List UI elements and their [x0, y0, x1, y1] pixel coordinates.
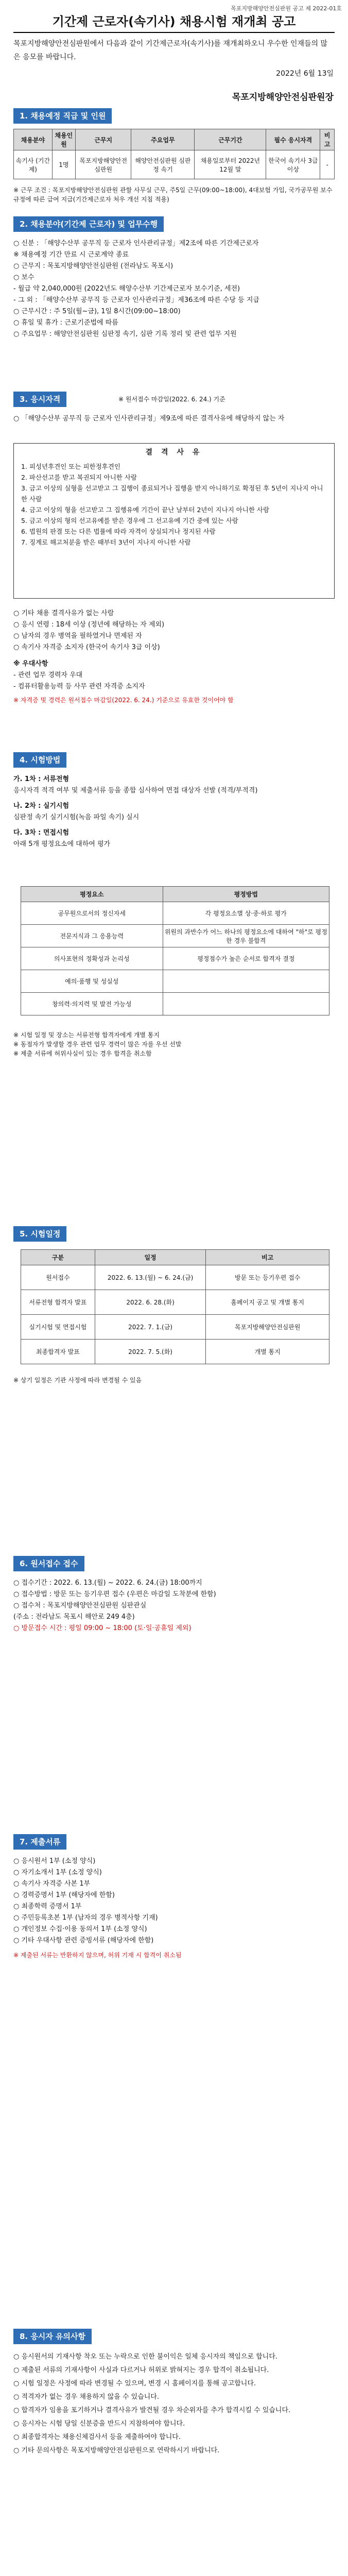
list-item: ○ 「해양수산부 공무직 등 근로자 인사관리규정」제9조에 따른 결격사유에 해당하지 않는 자	[13, 415, 285, 422]
table-cell: 의사표현의 정확성과 논리성	[21, 947, 163, 970]
table-cell: 개별 통지	[206, 1340, 329, 1364]
list-item: ※ 채용예정 기간 만료 시 근로계약 종료	[13, 251, 129, 259]
table-row	[21, 925, 329, 947]
notice-date: 2022년 6월 13일	[276, 70, 334, 78]
table-cell: 창의력·의지력 및 발전 가능성	[21, 993, 163, 1015]
table-cell	[163, 970, 329, 993]
table-cell	[163, 993, 329, 1015]
list-item: ○ 기타 우대사항 관련 증빙서류 (해당자에 한함)	[13, 1937, 154, 1944]
list-item: - 컴퓨터활용능력 등 사무 관련 자격증 소지자	[13, 683, 145, 690]
table-row	[21, 1265, 329, 1290]
list-item: ○ 기타 문의사항은 목포지방해양안전심판원으로 연락하시기 바랍니다.	[13, 2447, 220, 2454]
table-header: 채용인원	[52, 129, 75, 150]
list-item: 1. 피성년후견인 또는 피한정후견인	[21, 463, 120, 470]
list-item: ○ 합격자가 임용을 포기하거나 결격사유가 발견될 경우 차순위자를 추가 합격시킬 수 있습니다.	[13, 2406, 291, 2414]
list-item: ○ 주민등록초본 1부 (남자의 경우 병적사항 기재)	[13, 1914, 158, 1922]
list-item: 6. 법원의 판결 또는 다른 법률에 따라 자격이 상실되거나 정지된 사람	[21, 528, 216, 535]
table-cell: 원서접수	[21, 1265, 95, 1290]
list-item: 3. 금고 이상의 실형을 선고받고 그 집행이 종료되거나 집행을 받지 아니하기로 확정된 후 5년이 지나지 아니한 사람	[21, 484, 323, 503]
section-8-body	[13, 2350, 335, 2458]
list-item: ○ 접수방법 : 방문 또는 등기우편 접수 (우편은 마감일 도착분에 한함)	[13, 1590, 216, 1598]
section-5-heading: 5. 시험일정	[13, 1226, 66, 1242]
notice-number: 목포지방해양안전심판원 공고 제 2022-01호	[231, 5, 342, 12]
list-item: ○ 남자의 경우 병역을 필하였거나 면제된 자	[13, 632, 142, 640]
list-item: ※ 제출 서류에 허위사실이 있는 경우 합격을 취소함	[13, 1050, 152, 1057]
list-item: - 관련 업무 경력자 우대	[13, 671, 83, 679]
section-7-note: ※ 제출된 서류는 반환하지 않으며, 허위 기재 시 합격이 취소됨	[13, 1952, 182, 1959]
section-6-body	[13, 1578, 335, 1634]
table-cell: -	[320, 150, 335, 179]
table-cell: 2022. 6. 13.(월) ~ 6. 24.(금)	[95, 1265, 206, 1290]
table-cell: 공무원으로서의 정신자세	[21, 902, 163, 925]
list-item: ○ 제출된 서류의 기재사항이 사실과 다르거나 허위로 밝혀지는 경우 합격이 취소됩니다.	[13, 2366, 269, 2374]
section-3-intro	[13, 413, 335, 425]
list-item: ○ 시험 일정은 사정에 따라 변경될 수 있으며, 변경 시 홈페이지를 통해 공고합니다.	[13, 2380, 256, 2387]
preference-note: ※ 자격증 및 경력은 원서접수 마감일(2022. 6. 24.) 기준으로 유효한 것이어야 함	[13, 697, 234, 704]
list-item: ○ 경력증명서 1부 (해당자에 한함)	[13, 1891, 115, 1899]
table-header: 근무지	[76, 129, 131, 150]
table-cell: 전문지식과 그 응용능력	[21, 925, 163, 947]
table-header: 주요업무	[131, 129, 195, 150]
table-header: 평정요소	[21, 887, 163, 902]
table-cell: 실기시험 및 면접시험	[21, 1315, 95, 1340]
list-item: 2. 파산선고를 받고 복권되지 아니한 사람	[21, 473, 137, 481]
table-row	[21, 947, 329, 970]
list-item: ○ 신분 : 「해양수산부 공무직 등 근로자 인사관리규정」제2조에 따른 기간제근로자	[13, 240, 259, 247]
table-cell: 한국어 속기사 3급 이상	[266, 150, 320, 179]
table-row	[21, 993, 329, 1015]
section-3-requirements	[13, 608, 335, 705]
table-cell: 2022. 7. 5.(화)	[95, 1340, 206, 1364]
list-item: ○ 방문접수 시간 : 평일 09:00 ~ 18:00 (토·일·공휴일 제외)	[13, 1624, 192, 1632]
list-item: ○ 휴일 및 휴가 : 근로기준법에 따름	[13, 319, 118, 327]
table-header: 근무기간	[195, 129, 266, 150]
table-row	[21, 970, 329, 993]
section-2-heading: 2. 채용분야(기간제 근로자) 및 업무수행	[13, 216, 164, 232]
table-cell: 목포지방해양안전심판원	[76, 150, 131, 179]
section-2-body	[13, 238, 335, 340]
table-header: 비고	[206, 1250, 329, 1265]
list-item: ○ 보수	[13, 274, 34, 281]
table-cell: 예의·품행 및 성실성	[21, 970, 163, 993]
table-header: 일정	[95, 1250, 206, 1265]
list-item: 7. 징계로 해고처분을 받은 때부터 3년이 지나지 아니한 사람	[21, 538, 191, 546]
list-item: - 그 외 : 「해양수산부 공무직 등 근로자 인사관리규정」제36조에 따른 수당 등 지급	[13, 296, 259, 304]
list-item: ○ 응시 연령 : 18세 이상 (정년에 해당하는 자 제외)	[13, 621, 165, 629]
table-row	[21, 1340, 329, 1364]
list-item: 5. 금고 이상의 형의 선고유예를 받은 경우에 그 선고유예 기간 중에 있는 사람	[21, 517, 238, 524]
list-item: ○ 최종학력 증명서 1부	[13, 1903, 82, 1910]
table-cell: 1명	[52, 150, 75, 179]
list-item: ○ 주요업무 : 해양안전심판원 심판정 속기, 심판 기록 정리 및 관련 업무 지원	[13, 330, 237, 338]
section-8-heading: 8. 응시자 유의사항	[13, 2329, 92, 2344]
list-item: ○ 접수기간 : 2022. 6. 13.(월) ~ 2022. 6. 24.(금) 18:00까지	[13, 1579, 202, 1587]
table-cell: 서류전형 합격자 발표	[21, 1290, 95, 1315]
table-cell: 홈페이지 공고 및 개별 통지	[206, 1290, 329, 1315]
list-item: ○ 개인정보 수집·이용 동의서 1부 (소정 양식)	[13, 1925, 147, 1933]
table-row	[21, 902, 329, 925]
table-cell: 각 평정요소별 상·중·하로 평가	[163, 902, 329, 925]
section-7-heading: 7. 제출서류	[13, 1834, 66, 1850]
disqualification-box	[13, 443, 335, 599]
section-3-heading: 3. 응시자격	[13, 392, 66, 407]
table-row	[21, 1290, 329, 1315]
step-text: 심판정 속기 실기시험(녹음 파일 속기) 실시	[13, 814, 140, 821]
step-title: 다. 3차 : 면접시험	[13, 829, 69, 837]
list-item: ○ 응시원서 1부 (소정 양식)	[13, 1857, 96, 1865]
list-item: ○ 접수처 : 목포지방해양안전심판원 심판관실	[13, 1602, 147, 1609]
list-item: ○ 속기사 자격증 소지자 (한국어 속기사 3급 이상)	[13, 643, 160, 651]
section-4-heading: 4. 시험방법	[13, 752, 66, 768]
schedule-table	[21, 1249, 329, 1364]
table-cell: 2022. 6. 28.(화)	[95, 1290, 206, 1315]
list-item: ○ 자기소개서 1부 (소정 양식)	[13, 1869, 102, 1876]
list-item: ○ 적격자가 없는 경우 채용하지 않을 수 있습니다.	[13, 2393, 160, 2401]
list-item: (주소 : 전라남도 목포시 해안로 249 4층)	[13, 1613, 135, 1621]
section-4-notes	[13, 1030, 335, 1058]
table-cell: 방문 또는 등기우편 접수	[206, 1265, 329, 1290]
box-title: 결 격 사 유	[145, 448, 203, 456]
step-title: 가. 1차 : 서류전형	[13, 775, 69, 783]
list-item: ○ 속기사 자격증 사본 1부	[13, 1880, 91, 1888]
table-cell: 평정점수가 높은 순서로 합격자 결정	[163, 947, 329, 970]
step-text: 아래 5개 평정요소에 대하여 평가	[13, 840, 111, 848]
table-cell: 2022. 7. 1.(금)	[95, 1315, 206, 1340]
page-title: 기간제 근로자(속기사) 채용시험 재개최 공고	[52, 14, 296, 29]
list-item: - 월급 약 2,040,000원 (2022년도 해양수산부 기간제근로자 보수기준, 세전)	[13, 285, 240, 293]
evaluation-table	[21, 886, 329, 1015]
table-header: 비고	[320, 129, 335, 150]
section-6-heading: 6. 원서접수 접수	[13, 1556, 84, 1571]
table-header: 평정방법	[163, 887, 329, 902]
issuing-organization: 목포지방해양안전심판원장	[232, 92, 334, 103]
section-1-heading: 1. 채용예정 직급 및 인원	[13, 108, 112, 124]
list-item: ※ 시험 일정 및 장소는 서류전형 합격자에게 개별 통지	[13, 1031, 160, 1039]
list-item: ※ 동점자가 발생할 경우 관련 업무 경력이 많은 자를 우선 선발	[13, 1041, 182, 1048]
section-7-body	[13, 1856, 335, 1960]
step-text: 응시자격 적격 여부 및 제출서류 등을 종합 심사하여 면접 대상자 선발 (적격/부적격)	[13, 787, 258, 794]
table-cell: 최종합격자 발표	[21, 1340, 95, 1364]
table-cell: 채용일로부터 2022년 12월 말	[195, 150, 266, 179]
table-header: 구분	[21, 1250, 95, 1265]
list-item: ○ 근무지 : 목포지방해양안전심판원 (전라남도 목포시)	[13, 262, 173, 270]
table-header: 채용분야	[14, 129, 53, 150]
list-item: ○ 최종합격자는 채용신체검사서 등을 제출하여야 합니다.	[13, 2433, 181, 2441]
list-item: ○ 응시원서의 기재사항 착오 또는 누락으로 인한 불이익은 일체 응시자의 책임으로 합니다.	[13, 2353, 278, 2361]
section-3-heading-note: ※ 원서접수 마감일(2022. 6. 24.) 기준	[118, 396, 225, 403]
list-item: ○ 응시자는 시험 당일 신분증을 반드시 지참하여야 합니다.	[13, 2420, 185, 2428]
table-cell: 목포지방해양안전심판원	[206, 1315, 329, 1340]
table-cell: 위원의 과반수가 어느 하나의 평정요소에 대하여 "하"로 평정한 경우 불합격	[163, 925, 329, 947]
table-row	[21, 1315, 329, 1340]
section-4-steps	[13, 774, 335, 850]
table-cell: 속기사 (기간제)	[14, 150, 53, 179]
table-cell: 해양안전심판원 심판정 속기	[131, 150, 195, 179]
intro-text: 목포지방해양안전심판원에서 다음과 같이 기간제근로자(속기사)를 재개최하오니 우수한 인재들의 많은 응모를 바랍니다.	[13, 40, 328, 61]
title-divider	[13, 32, 335, 33]
step-title: 나. 2차 : 실기시험	[13, 802, 69, 810]
section-1-note: ※ 근무 조건 : 목포지방해양안전심판원 관할 사무실 근무, 주5일 근무(09:00~18:00), 4대보험 가입, 국가공무원 보수 규정에 따른 급여 지급(기간제근로자 처우 개선 지침 적용)	[13, 187, 333, 203]
list-item: ○ 근무시간 : 주 5일(월~금), 1일 8시간(09:00~18:00)	[13, 308, 181, 315]
table-row	[14, 150, 335, 179]
recruitment-table	[13, 129, 335, 179]
list-item: 4. 금고 이상의 형을 선고받고 그 집행유예 기간이 끝난 날부터 2년이 지나지 아니한 사람	[21, 506, 270, 514]
list-item: ○ 기타 채용 결격사유가 없는 사람	[13, 609, 114, 617]
preference-heading: ※ 우대사항	[13, 660, 48, 668]
section-5-note: ※ 상기 일정은 기관 사정에 따라 변경될 수 있음	[13, 1377, 142, 1384]
table-header: 필수 응시자격	[266, 129, 320, 150]
